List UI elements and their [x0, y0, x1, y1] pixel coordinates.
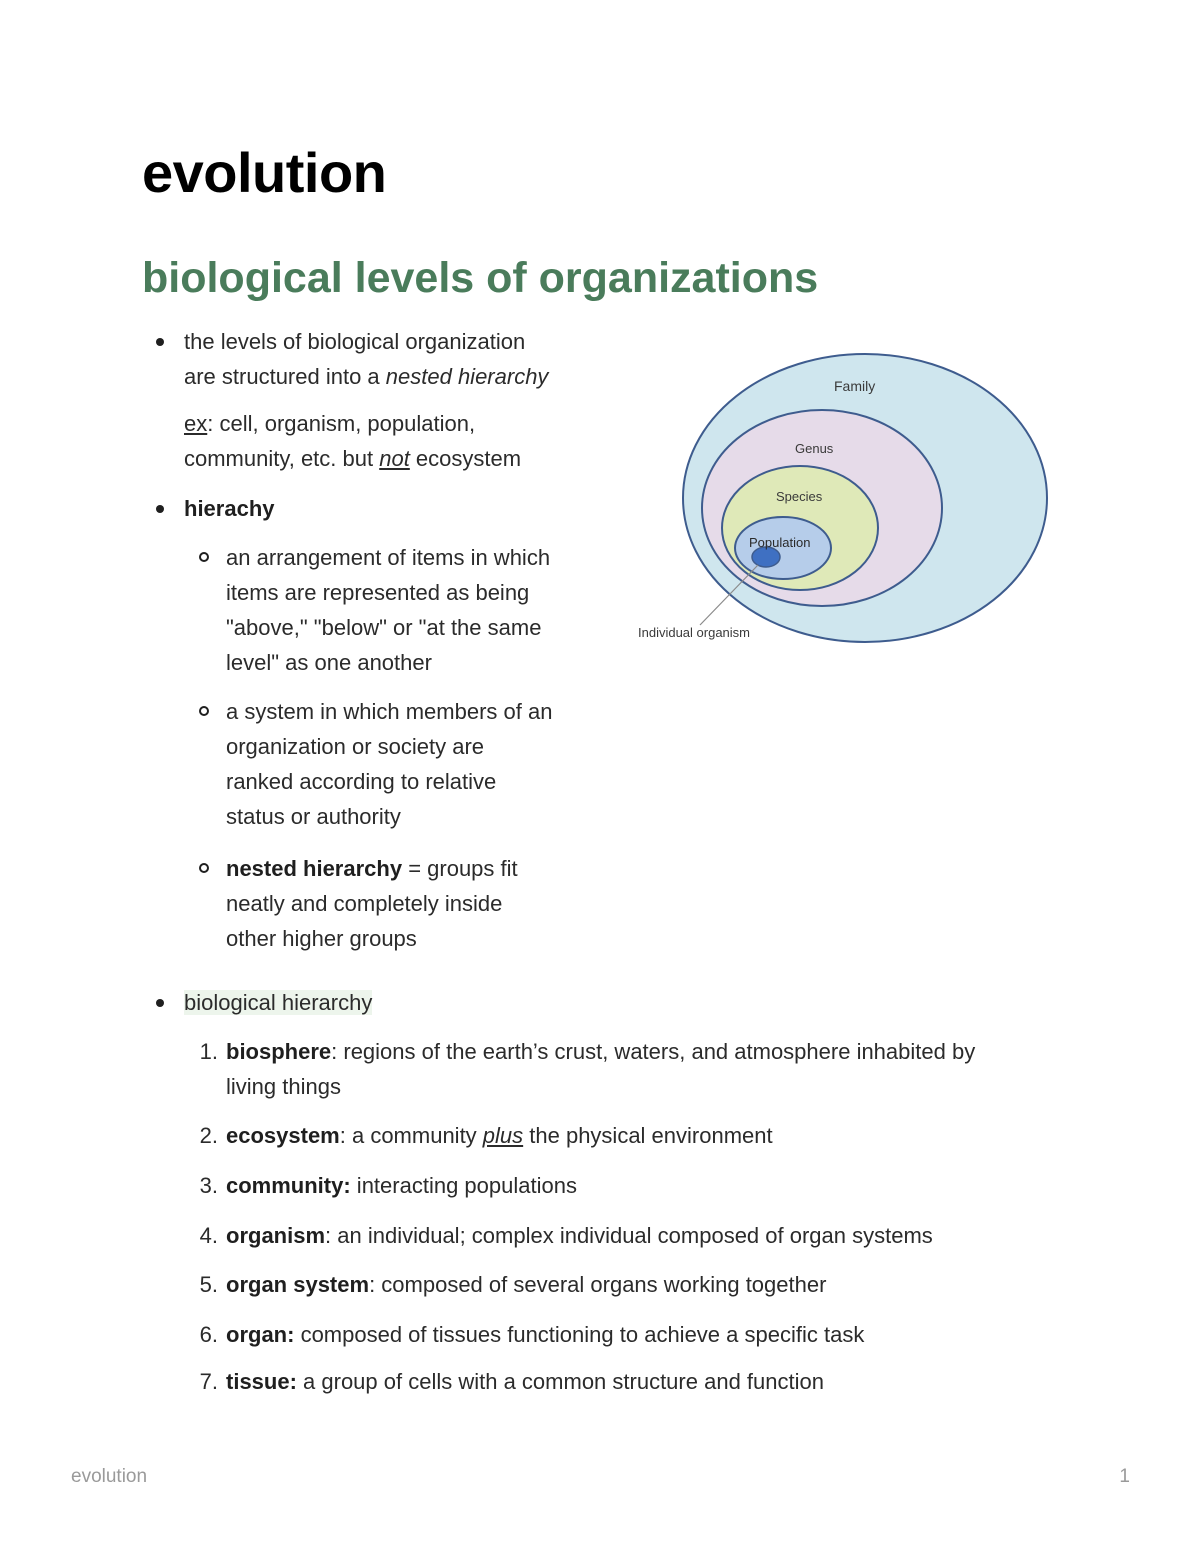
- term-ecosystem: ecosystem: [226, 1123, 340, 1148]
- def-organ-system: : composed of several organs working together: [369, 1272, 827, 1297]
- page-number: 1: [1119, 1466, 1130, 1487]
- nested-hierarchy-term: nested hierarchy: [226, 856, 403, 881]
- genus-label: Genus: [795, 441, 834, 456]
- intro-line-1: the levels of biological organization: [184, 329, 526, 354]
- def-biosphere-cont: living things: [226, 1074, 341, 1099]
- sub3-line: neatly and completely inside: [226, 891, 503, 916]
- term-biosphere: biosphere: [226, 1039, 332, 1064]
- term-community: community:: [226, 1173, 351, 1198]
- def-ecosystem-end: the physical environment: [523, 1123, 773, 1148]
- family-label: Family: [834, 378, 876, 394]
- bullet-hierachy: [184, 491, 275, 526]
- sub1-line: level" as one another: [226, 650, 432, 675]
- page-title: evolution: [142, 141, 387, 204]
- sub-bullet-arrangement: [226, 540, 606, 680]
- bullet-nested-hierarchy-intro: [184, 324, 604, 394]
- list-number: 2.: [199, 1123, 218, 1148]
- sub2-line: organization or society are: [226, 734, 485, 759]
- sub3-line: = groups fit: [402, 856, 518, 881]
- sub2-line: ranked according to relative: [226, 769, 497, 794]
- sub1-line: an arrangement of items in which: [226, 545, 551, 570]
- species-label: Species: [776, 489, 823, 504]
- list-number: 1.: [199, 1039, 218, 1064]
- list-number: 5.: [199, 1272, 218, 1297]
- term-tissue: tissue:: [226, 1369, 297, 1394]
- ex-label: ex: [184, 411, 208, 436]
- list-item: [199, 1317, 1066, 1352]
- sub1-line: "above," "below" or "at the same: [226, 615, 542, 640]
- list-number: 4.: [199, 1223, 218, 1248]
- ex-not: not: [379, 446, 410, 471]
- intro-example: [184, 406, 604, 476]
- list-number: 3.: [199, 1173, 218, 1198]
- individual-organism-ellipse: [752, 547, 780, 567]
- def-ecosystem: : a community: [339, 1123, 483, 1148]
- list-number: 7.: [199, 1369, 218, 1394]
- intro-nested-hierarchy-em: nested hierarchy: [385, 364, 549, 389]
- def-ecosystem-plus: plus: [482, 1123, 524, 1148]
- sub-bullet-system: [226, 694, 606, 834]
- def-organ: composed of tissues functioning to achieve a specific task: [294, 1322, 865, 1347]
- nested-hierarchy-diagram: [620, 340, 1060, 650]
- ex-line-2-end: ecosystem: [409, 446, 522, 471]
- sub1-line: items are represented as being: [226, 580, 530, 605]
- list-item: [199, 1364, 1066, 1399]
- def-organism: : an individual; complex individual composed of organ systems: [325, 1223, 933, 1248]
- list-item: [199, 1118, 1066, 1153]
- footer-title: evolution: [71, 1466, 148, 1487]
- individual-organism-label: Individual organism: [638, 625, 751, 640]
- section-heading: biological levels of organizations: [142, 254, 819, 302]
- population-label: Population: [749, 535, 811, 550]
- list-item: [199, 1034, 1066, 1104]
- biological-hierarchy-label: biological hierarchy: [184, 990, 373, 1015]
- term-organism: organism: [226, 1223, 326, 1248]
- term-organ: organ:: [226, 1322, 295, 1347]
- sub2-line: a system in which members of an: [226, 699, 553, 724]
- def-biosphere: : regions of the earth’s crust, waters, and atmosphere inhabited by: [331, 1039, 976, 1064]
- bullet-biological-hierarchy: [184, 985, 372, 1020]
- list-number: 6.: [199, 1322, 218, 1347]
- intro-line-2: are structured into a: [184, 364, 386, 389]
- hierachy-label: hierachy: [184, 496, 275, 521]
- list-item: [199, 1267, 1066, 1302]
- list-item: [199, 1218, 1066, 1253]
- sub-bullet-nested-hierarchy: [226, 851, 606, 956]
- list-item: [199, 1168, 1066, 1203]
- ex-line-2: community, etc. but: [184, 446, 380, 471]
- sub2-line: status or authority: [226, 804, 401, 829]
- def-tissue: a group of cells with a common structure and function: [296, 1369, 824, 1394]
- def-community: interacting populations: [350, 1173, 577, 1198]
- sub3-line: other higher groups: [226, 926, 417, 951]
- ex-rest: : cell, organism, population,: [207, 411, 476, 436]
- term-organ-system: organ system: [226, 1272, 370, 1297]
